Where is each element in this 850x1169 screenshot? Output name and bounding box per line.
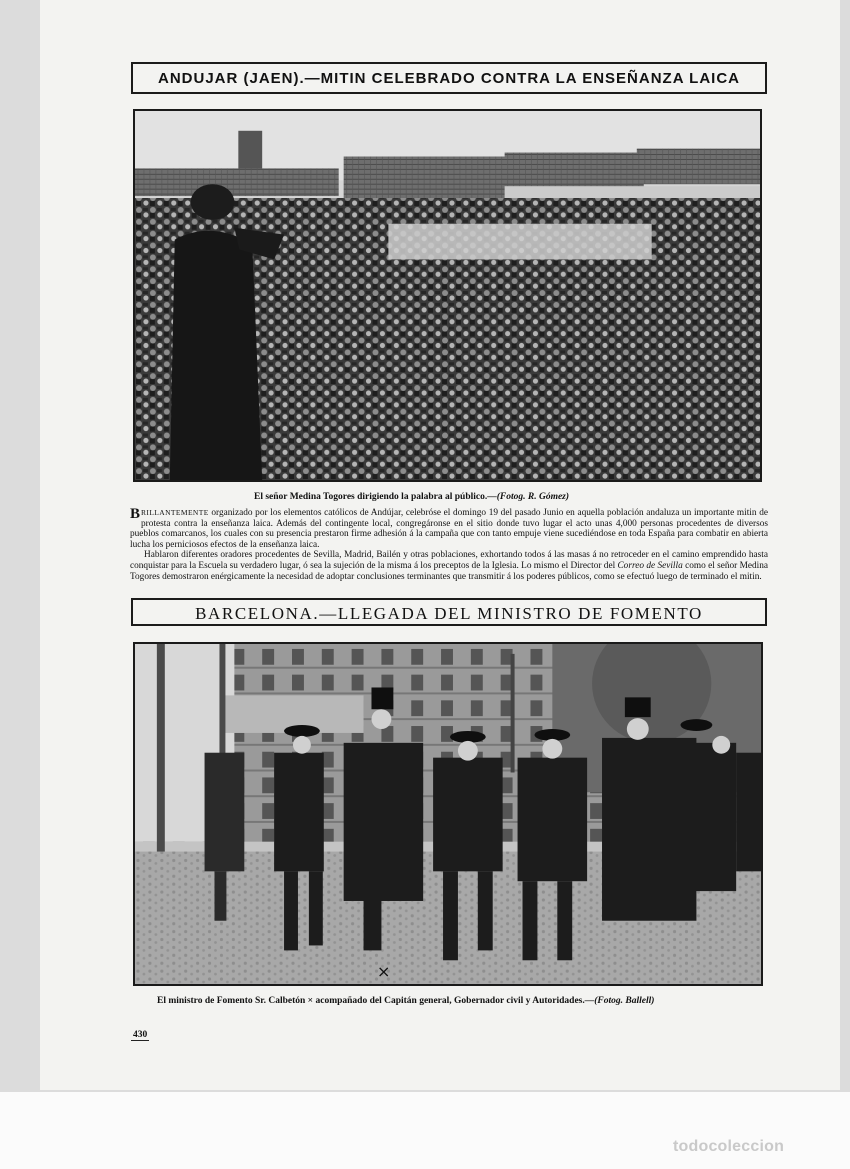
photo-andujar-rally xyxy=(133,109,762,482)
scan-margin xyxy=(0,1092,850,1169)
article-lead-word: RILLANTEMENTE xyxy=(141,508,209,517)
caption-barcelona-text: El ministro de Fomento Sr. Calbetón × acompañado del Capitán general, Gobernador civil y Autoridades. xyxy=(157,996,585,1006)
caption-barcelona xyxy=(157,996,654,1006)
calbeton-marker: × xyxy=(377,962,391,981)
caption-andujar xyxy=(254,492,569,502)
article-paragraph-1 xyxy=(130,508,768,550)
crowd-photo-illustration xyxy=(135,111,760,480)
article-paragraph-2 xyxy=(130,550,768,582)
article-paragraph-2-start: Hablaron diferentes oradores procedentes de Sevilla, Madrid, Bailén y otras poblaciones, exhortando todos á las masas á no retroceder en el camino emprendido hasta conquistar para la Escuela su verdadero lugar, ó sea la sujeción de la misma á los preceptos de la Iglesia. Lo mismo el Director del xyxy=(130,550,768,571)
article-newspaper-name: Correo de Sevilla xyxy=(617,560,683,571)
headline-andujar xyxy=(131,62,767,94)
caption-andujar-credit: —(Fotog. R. Gómez) xyxy=(487,492,570,502)
article-text xyxy=(130,508,768,582)
headline-barcelona-text: BARCELONA.—LLEGADA DEL MINISTRO DE FOMENTO xyxy=(195,604,703,623)
headline-andujar-text: ANDUJAR (JAEN).—MITIN CELEBRADO CONTRA LA ENSEÑANZA LAICA xyxy=(158,70,740,87)
headline-barcelona xyxy=(131,598,767,626)
watermark-logo: todocoleccion xyxy=(673,1138,785,1155)
street-photo-illustration xyxy=(135,644,761,984)
article-paragraph-1-text: organizado por los elementos católicos de Andújar, celebróse el domingo 19 del pasado Junio en aquella población andaluza un importante mitin de protesta contra la enseñanza laica. Además del contingente local, congregáronse en el sitio donde tuvo lugar el acto unas 4,000 personas procedentes de diversos pueblos comarcanos, los cuales con su presencia prestaron firme adhesión á la campaña que con tanto empuje viene sucediéndose en toda España para combatir en abierta lucha los perniciosos efectos de la enseñanza laica. xyxy=(130,508,768,550)
article-paragraph-2-end: como el señor Medina Togores demostraron enérgicamente la necesidad de adoptar conclusiones terminantes que transmitir á los poderes públicos, como se efectuó luego de terminado el mitin. xyxy=(130,560,768,582)
article-dropcap: B xyxy=(130,506,141,522)
caption-andujar-text: El señor Medina Togores dirigiendo la palabra al público. xyxy=(254,492,488,502)
page-number: 430 xyxy=(133,1030,148,1040)
photo-barcelona-minister xyxy=(133,642,763,986)
caption-barcelona-credit: —(Fotog. Ballell) xyxy=(584,996,655,1006)
